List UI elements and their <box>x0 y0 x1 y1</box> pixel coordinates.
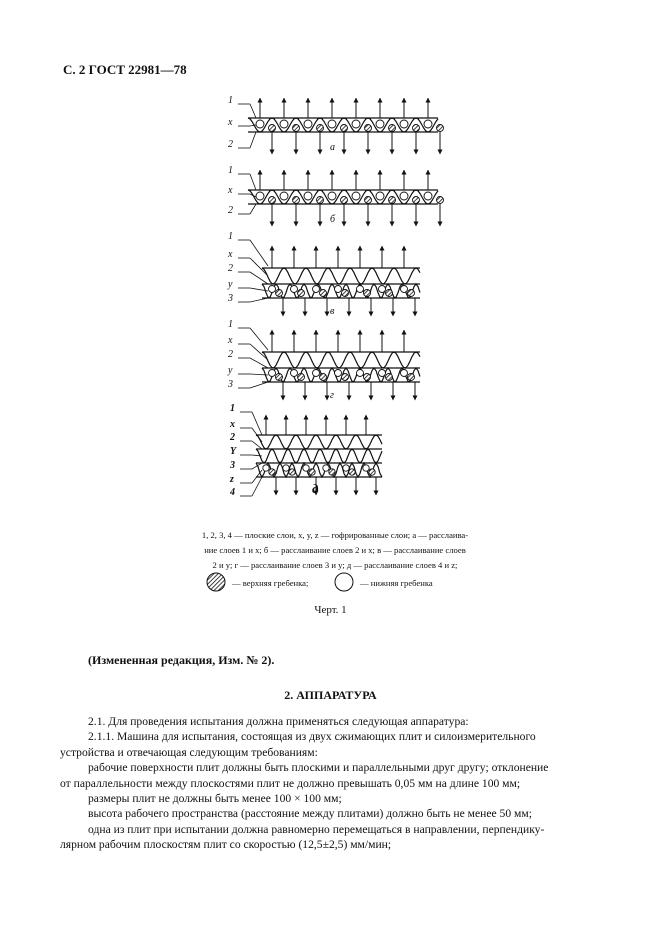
lower-comb-icon <box>335 370 342 377</box>
lower-comb-icon <box>291 286 298 293</box>
layer-label: 1 <box>228 231 233 242</box>
layer-label: x <box>228 185 233 196</box>
panel-letter: д <box>312 481 319 496</box>
leader-line <box>250 240 268 266</box>
leader-line <box>252 477 262 496</box>
leader-line <box>250 358 268 368</box>
lower-comb-icon <box>343 465 349 471</box>
upper-comb-icon <box>269 197 276 204</box>
upper-comb-icon <box>207 573 225 591</box>
caption-line-3: 2 и y; г — расслаивание слоев 3 и y; д — расслаивание слоев 4 и z; <box>212 560 458 570</box>
upper-comb-icon <box>437 125 444 132</box>
layer-label: x <box>228 249 233 260</box>
lower-comb-icon <box>263 465 269 471</box>
upper-comb-icon <box>317 125 324 132</box>
upper-comb-icon <box>342 290 349 297</box>
layer-label: 1 <box>228 95 233 106</box>
page-header: С. 2 ГОСТ 22981—78 <box>63 62 187 77</box>
leader-line <box>252 412 262 435</box>
lower-comb-icon <box>379 286 386 293</box>
upper-comb-icon <box>365 125 372 132</box>
lower-comb-icon <box>400 192 408 200</box>
upper-comb-icon <box>317 197 324 204</box>
upper-comb-icon <box>386 290 393 297</box>
upper-comb-icon <box>413 197 420 204</box>
figure-caption <box>150 528 520 573</box>
legend-upper-label: — верхняя гребенка; <box>232 578 309 588</box>
lower-comb-icon <box>256 192 264 200</box>
layer-label: x <box>228 335 233 346</box>
layer-label: 4 <box>230 487 235 498</box>
lower-comb-icon <box>313 370 320 377</box>
paragraph: устройства и отвечающая следующим требованиям: <box>60 745 318 759</box>
lower-comb-icon <box>328 120 336 128</box>
upper-comb-icon <box>320 374 327 381</box>
panel-letter: в <box>330 306 335 317</box>
legend-lower-label: — нижняя гребенка <box>360 578 433 588</box>
lower-comb-icon <box>280 120 288 128</box>
lower-comb-icon <box>357 286 364 293</box>
upper-comb-icon <box>298 374 305 381</box>
paragraph: 2.1. Для проведения испытания должна применяться следующая аппаратура: <box>88 715 469 728</box>
lower-comb-icon <box>401 370 408 377</box>
lower-comb-icon <box>376 120 384 128</box>
lower-comb-icon <box>291 370 298 377</box>
upper-comb-icon <box>341 197 348 204</box>
upper-comb-icon <box>369 469 375 475</box>
lower-comb-icon <box>357 370 364 377</box>
layer-label: x <box>230 419 235 430</box>
panel-letter: а <box>330 142 335 153</box>
leader-line <box>250 132 256 148</box>
upper-comb-icon <box>342 374 349 381</box>
upper-comb-icon <box>408 290 415 297</box>
corrugated-layer <box>262 268 420 284</box>
lower-comb-icon <box>304 120 312 128</box>
layer-label: 2 <box>228 263 233 274</box>
layer-label: 3 <box>228 293 233 304</box>
upper-comb-icon <box>269 125 276 132</box>
layer-label: 1 <box>228 165 233 176</box>
layer-label: 3 <box>230 460 235 471</box>
layer-label: 1 <box>230 403 235 414</box>
corrugated-layer <box>262 352 420 368</box>
lower-comb-icon <box>256 120 264 128</box>
paragraph: рабочие поверхности плит должны быть плоскими и параллельными друг другу; отклонение <box>88 761 549 775</box>
upper-comb-icon <box>276 374 283 381</box>
upper-comb-icon <box>293 125 300 132</box>
caption-line-1: 1, 2, 3, 4 — плоские слои, x, y, z — гофрированные слои; а — расслаива- <box>201 530 469 540</box>
upper-comb-icon <box>289 469 295 475</box>
upper-comb-icon <box>413 125 420 132</box>
leader-line <box>250 174 256 190</box>
lower-comb-icon <box>283 465 289 471</box>
lower-comb-icon <box>304 192 312 200</box>
layer-label: 2 <box>228 205 233 216</box>
paragraph: размеры плит не должны быть менее 100 × 100 мм; <box>88 792 342 806</box>
layer-label: 3 <box>228 379 233 390</box>
lower-comb-icon <box>400 120 408 128</box>
upper-comb-icon <box>293 197 300 204</box>
layer-label: y <box>228 365 233 376</box>
paragraph: одна из плит при испытании должна равномерно перемещаться в направлении, перпендику- <box>88 822 545 836</box>
amendment-note: (Измененная редакция, Изм. № 2). <box>88 653 275 667</box>
layer-label: 2 <box>228 139 233 150</box>
upper-comb-icon <box>269 469 275 475</box>
upper-comb-icon <box>386 374 393 381</box>
corrugated-layer <box>256 435 382 449</box>
upper-comb-icon <box>389 125 396 132</box>
upper-comb-icon <box>365 197 372 204</box>
layer-label: 2 <box>228 349 233 360</box>
upper-comb-icon <box>298 290 305 297</box>
upper-comb-icon <box>349 469 355 475</box>
lower-comb-icon <box>424 120 432 128</box>
lower-comb-icon <box>424 192 432 200</box>
lower-comb-icon <box>335 286 342 293</box>
upper-comb-icon <box>309 469 315 475</box>
leader-line <box>250 204 256 214</box>
lower-comb-icon <box>401 286 408 293</box>
lower-comb-icon <box>269 286 276 293</box>
layer-label: y <box>228 279 233 290</box>
upper-comb-icon <box>364 290 371 297</box>
panel-letter: г <box>330 390 334 401</box>
leader-line <box>252 455 262 456</box>
corrugated-layer <box>256 449 382 463</box>
layer-label: z <box>230 474 234 485</box>
lower-comb-icon <box>323 465 329 471</box>
upper-comb-icon <box>341 125 348 132</box>
layer-label: Y <box>230 446 237 457</box>
paragraph: лярном рабочим плоскостям плит со скоростью (12,5±2,5) мм/мин; <box>60 838 392 852</box>
layer-label: x <box>228 117 233 128</box>
lower-comb-icon <box>363 465 369 471</box>
upper-comb-icon <box>320 290 327 297</box>
leader-line <box>250 382 268 388</box>
upper-comb-icon <box>329 469 335 475</box>
lower-comb-icon <box>328 192 336 200</box>
upper-comb-icon <box>437 197 444 204</box>
upper-comb-icon <box>389 197 396 204</box>
lower-comb-icon <box>352 120 360 128</box>
body-text <box>60 714 596 853</box>
lower-comb-icon <box>269 370 276 377</box>
layer-label: 2 <box>230 432 235 443</box>
leader-line <box>250 298 268 302</box>
figure-number: Черт. 1 <box>314 604 347 616</box>
section-title: 2. АППАРАТУРА <box>284 688 377 702</box>
upper-comb-icon <box>276 290 283 297</box>
leader-line <box>250 104 256 118</box>
lower-comb-icon <box>376 192 384 200</box>
lower-comb-icon <box>280 192 288 200</box>
lower-comb-icon <box>352 192 360 200</box>
panel-letter: б <box>330 214 336 225</box>
lower-comb-icon <box>303 465 309 471</box>
lower-comb-icon <box>379 370 386 377</box>
lower-comb-icon <box>335 573 353 591</box>
paragraph: 2.1.1. Машина для испытания, состоящая из двух сжимающих плит и силоизмерительного <box>88 730 536 744</box>
upper-comb-icon <box>364 374 371 381</box>
paragraph: от параллельности между плоскостями плит не должно превышать 0,05 мм на длине 100 мм; <box>60 776 521 790</box>
layer-label: 1 <box>228 319 233 330</box>
caption-line-2: ние слоев 1 и x; б — расслаивание слоев 2 и x; в — расслаивание слоев <box>204 545 466 555</box>
lower-comb-icon <box>313 286 320 293</box>
paragraph: высота рабочего пространства (расстояние между плитами) должно быть не менее 50 мм; <box>88 807 532 821</box>
upper-comb-icon <box>408 374 415 381</box>
leader-line <box>250 258 268 276</box>
